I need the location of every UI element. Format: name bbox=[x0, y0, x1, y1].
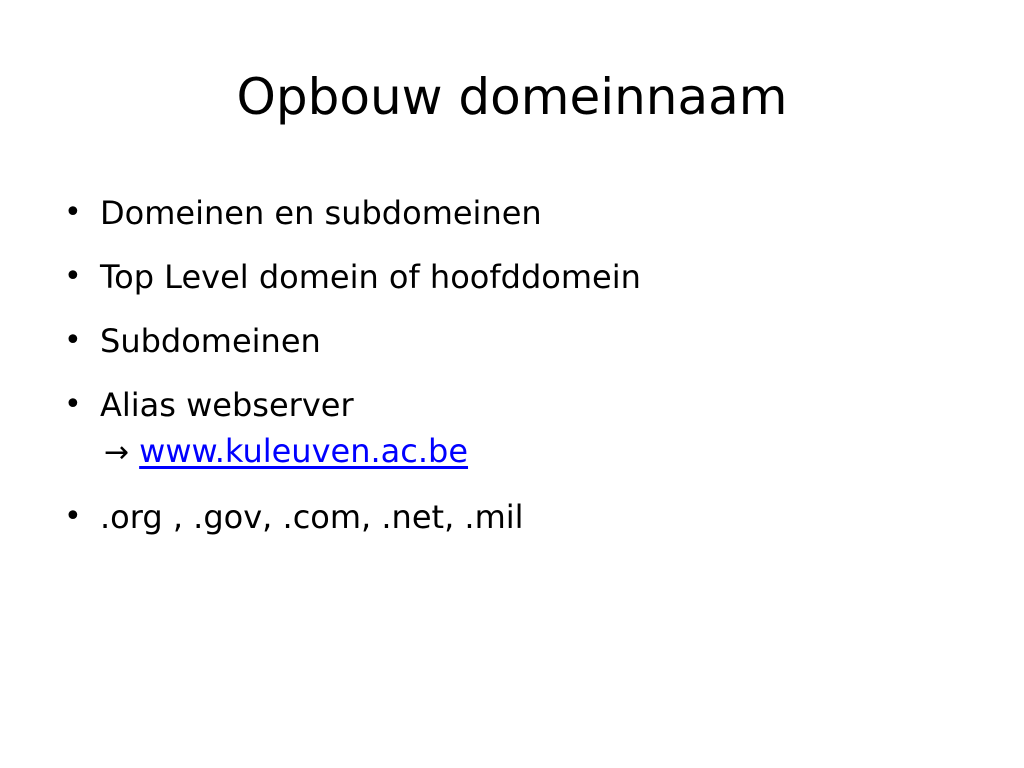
arrow-right-icon: → bbox=[104, 435, 130, 470]
bullet-icon: • bbox=[64, 259, 82, 294]
bullet-item bbox=[60, 318, 980, 364]
bullet-icon: • bbox=[64, 323, 82, 358]
bullet-item bbox=[60, 254, 980, 300]
bullet-text: Top Level domein of hoofddomein bbox=[100, 258, 641, 296]
bullet-item bbox=[60, 382, 980, 476]
slide-title: Opbouw domeinnaam bbox=[236, 68, 788, 126]
bullet-text: .org , .gov, .com, .net, .mil bbox=[100, 498, 524, 536]
bullet-icon: • bbox=[64, 387, 82, 422]
alias-line bbox=[100, 428, 980, 476]
bullet-icon: • bbox=[64, 195, 82, 230]
bullet-icon: • bbox=[64, 499, 82, 534]
bullet-item bbox=[60, 494, 980, 540]
bullet-text: Domeinen en subdomeinen bbox=[100, 194, 542, 232]
bullet-text: Alias webserver bbox=[100, 386, 354, 424]
kuleuven-link[interactable]: www.kuleuven.ac.be bbox=[139, 432, 469, 470]
bullet-text: Subdomeinen bbox=[100, 322, 321, 360]
bullet-list bbox=[60, 190, 980, 558]
bullet-item bbox=[60, 190, 980, 236]
